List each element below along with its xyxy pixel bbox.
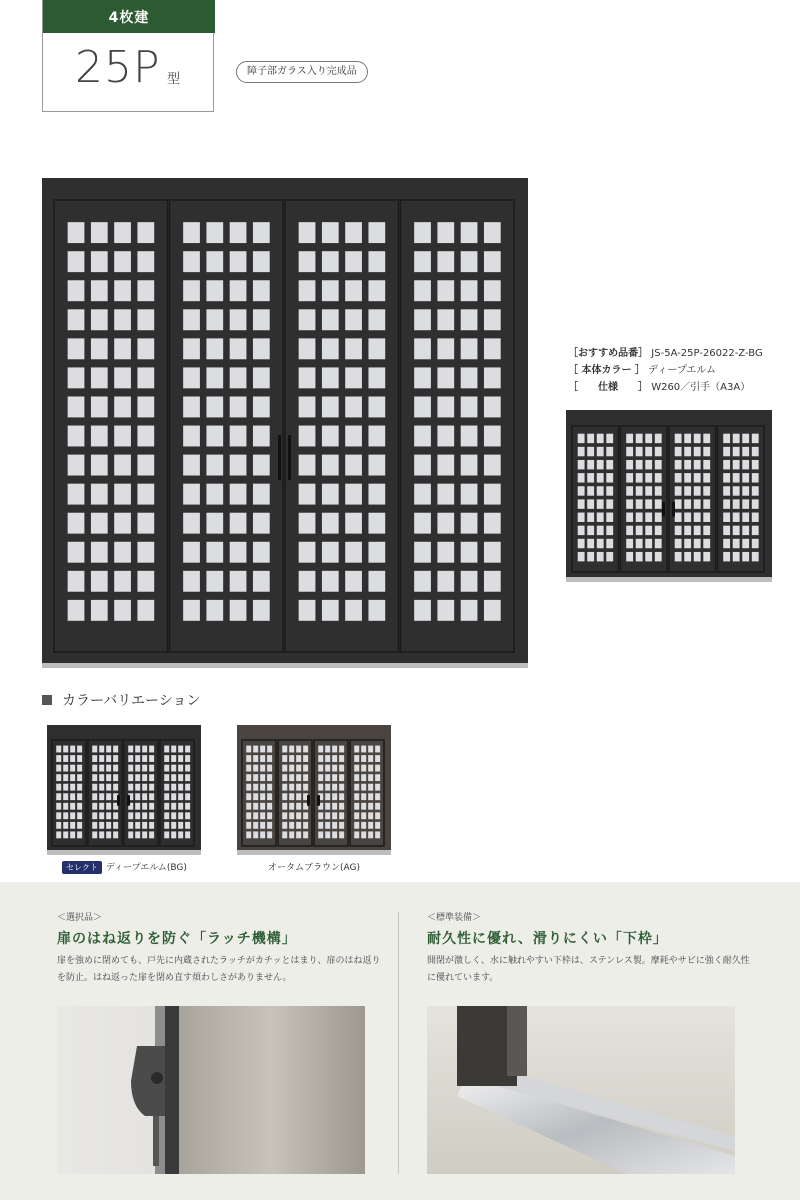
spec-row-color: ［ 本体カラー ］ ディープエルム xyxy=(568,365,716,376)
feature-divider xyxy=(398,912,399,1174)
spec-row-product: ［おすすめ品番］ JS-5A-25P-26022-Z-BG xyxy=(568,348,763,359)
door-handle xyxy=(278,435,281,480)
select-tag: セレクト xyxy=(62,861,102,874)
feature-tag-sill: ＜標準装備＞ xyxy=(427,913,482,923)
door-handle xyxy=(288,435,291,480)
door-handle xyxy=(317,795,320,806)
door-handle xyxy=(117,795,120,806)
door-handle xyxy=(307,795,310,806)
color-swatch-deep-elm xyxy=(47,725,201,855)
door-handle xyxy=(662,502,665,517)
model-badge xyxy=(42,0,214,112)
model-suffix: 型 xyxy=(167,72,181,87)
feature-body-latch: 扉を強めに閉めても、戸先に内蔵されたラッチがカチッとはまり、扉のはね返りを防止。はね返った扉を閉め直す煩わしさがありません。 xyxy=(57,956,381,983)
feature-body-sill: 開閉が激しく、水に触れやすい下枠は、ステンレス製。摩耗やサビに強く耐久性に優れています。 xyxy=(427,956,750,983)
door-handle xyxy=(672,502,675,517)
latch-photo xyxy=(57,1006,365,1174)
type-label: 4枚建 xyxy=(43,0,215,33)
model-number: 25P xyxy=(75,42,161,93)
feature-title-latch: 扉のはね返りを防ぐ「ラッチ機構」 xyxy=(57,931,297,947)
door-sill xyxy=(47,850,201,855)
door-sill xyxy=(42,663,528,668)
spec-row-spec: ［ 仕様 ］ W260／引手（A3A） xyxy=(568,382,751,393)
sill-photo xyxy=(427,1006,735,1174)
door-sill xyxy=(566,577,772,582)
main-door-image xyxy=(42,178,528,668)
color-swatch-autumn-brown xyxy=(237,725,391,855)
door-sill xyxy=(237,850,391,855)
color-caption-autumn-brown: オータムブラウン(AG) xyxy=(268,863,360,873)
feature-tag-latch: ＜選択品＞ xyxy=(57,913,103,923)
color-caption-deep-elm: セレクト ディープエルム(BG) xyxy=(62,860,187,874)
color-variation-heading: カラーバリエーション xyxy=(42,690,200,710)
glass-note-pill: 障子部ガラス入り完成品 xyxy=(236,61,368,83)
door-handle xyxy=(127,795,130,806)
feature-title-sill: 耐久性に優れ、滑りにくい「下枠」 xyxy=(427,931,668,947)
front-door-image xyxy=(566,410,772,582)
square-bullet-icon xyxy=(42,695,52,705)
